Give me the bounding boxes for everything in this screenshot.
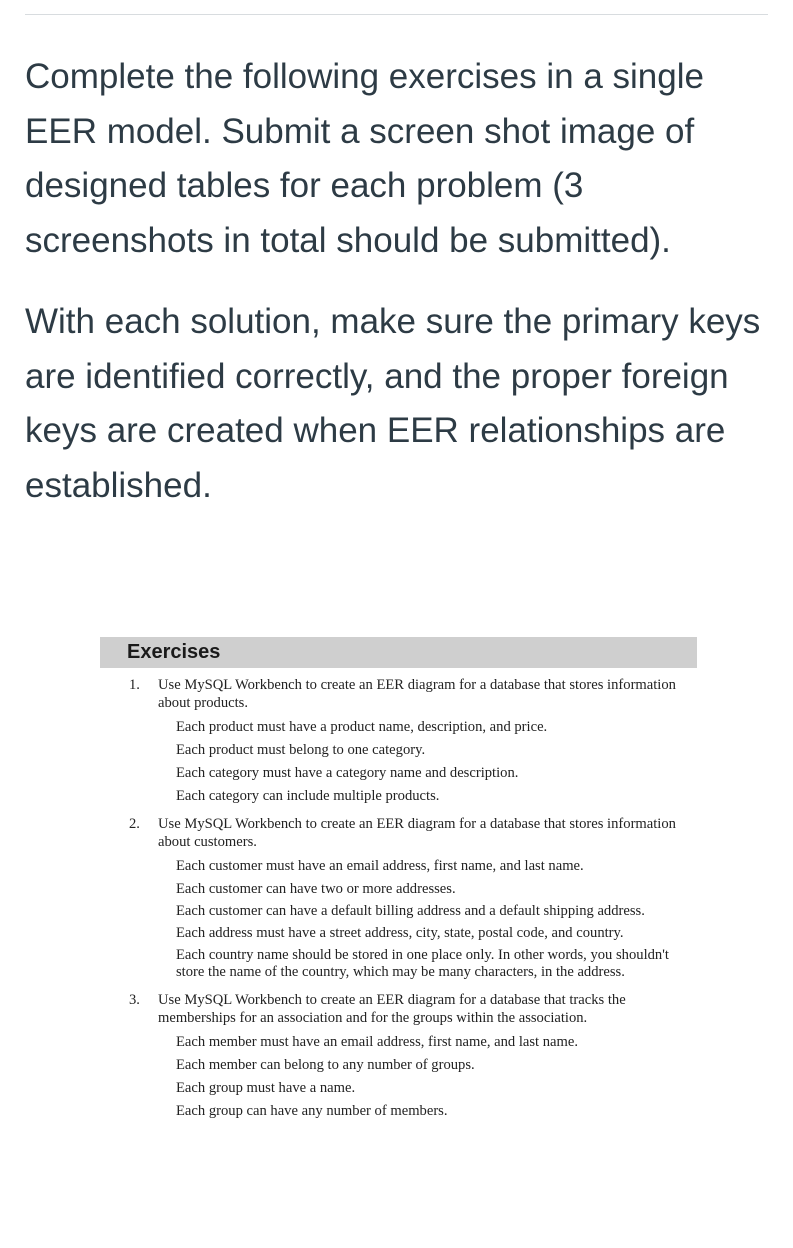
requirement-list [176,718,697,805]
requirement: Each group must have a name. [176,1080,356,1096]
requirement: Each group can have any number of members. [176,1103,448,1119]
exercise-3 [100,991,697,1120]
requirement: Each country name should be stored in one place only. In other words, you shouldn't store the name of the country, which may be many characters, in the address. [176,947,669,980]
exercise-number: 2. [129,816,140,832]
requirement-list [176,1033,697,1120]
exercises-heading: Exercises [100,637,697,668]
exercise-2 [100,815,697,981]
instructions-paragraph-2: With each solution, make sure the primary keys are identified correctly, and the proper foreign keys are created when EER relationships are established. [25,302,761,505]
exercise-text: Use MySQL Workbench to create an EER diagram for a database that tracks the memberships for an association and for the groups within the association. [158,992,626,1026]
requirement: Each customer can have a default billing address and a default shipping address. [176,903,645,919]
requirement: Each product must belong to one category. [176,742,426,758]
exercise-text: Use MySQL Workbench to create an EER diagram for a database that stores information about customers. [158,816,676,850]
instructions-paragraph-1: Complete the following exercises in a single EER model. Submit a screen shot image of designed tables for each problem (3 screenshots in total should be submitted). [25,57,704,260]
requirement: Each address must have a street address, city, state, postal code, and country. [176,925,624,941]
requirement: Each member must have an email address, first name, and last name. [176,1034,578,1050]
requirement-list [176,857,697,981]
requirement: Each category can include multiple products. [176,788,440,804]
exercise-text: Use MySQL Workbench to create an EER diagram for a database that stores information about products. [158,677,676,711]
exercises-image [100,637,697,1125]
requirement: Each customer can have two or more addresses. [176,881,456,897]
exercise-list [100,676,697,1120]
requirement: Each product must have a product name, description, and price. [176,719,548,735]
requirement: Each member can belong to any number of groups. [176,1057,475,1073]
instructions [25,50,765,513]
exercise-number: 1. [129,677,140,693]
requirement: Each customer must have an email address, first name, and last name. [176,858,584,874]
exercise-number: 3. [129,992,140,1008]
exercise-1 [100,676,697,805]
top-divider [25,14,768,15]
requirement: Each category must have a category name and description. [176,765,519,781]
